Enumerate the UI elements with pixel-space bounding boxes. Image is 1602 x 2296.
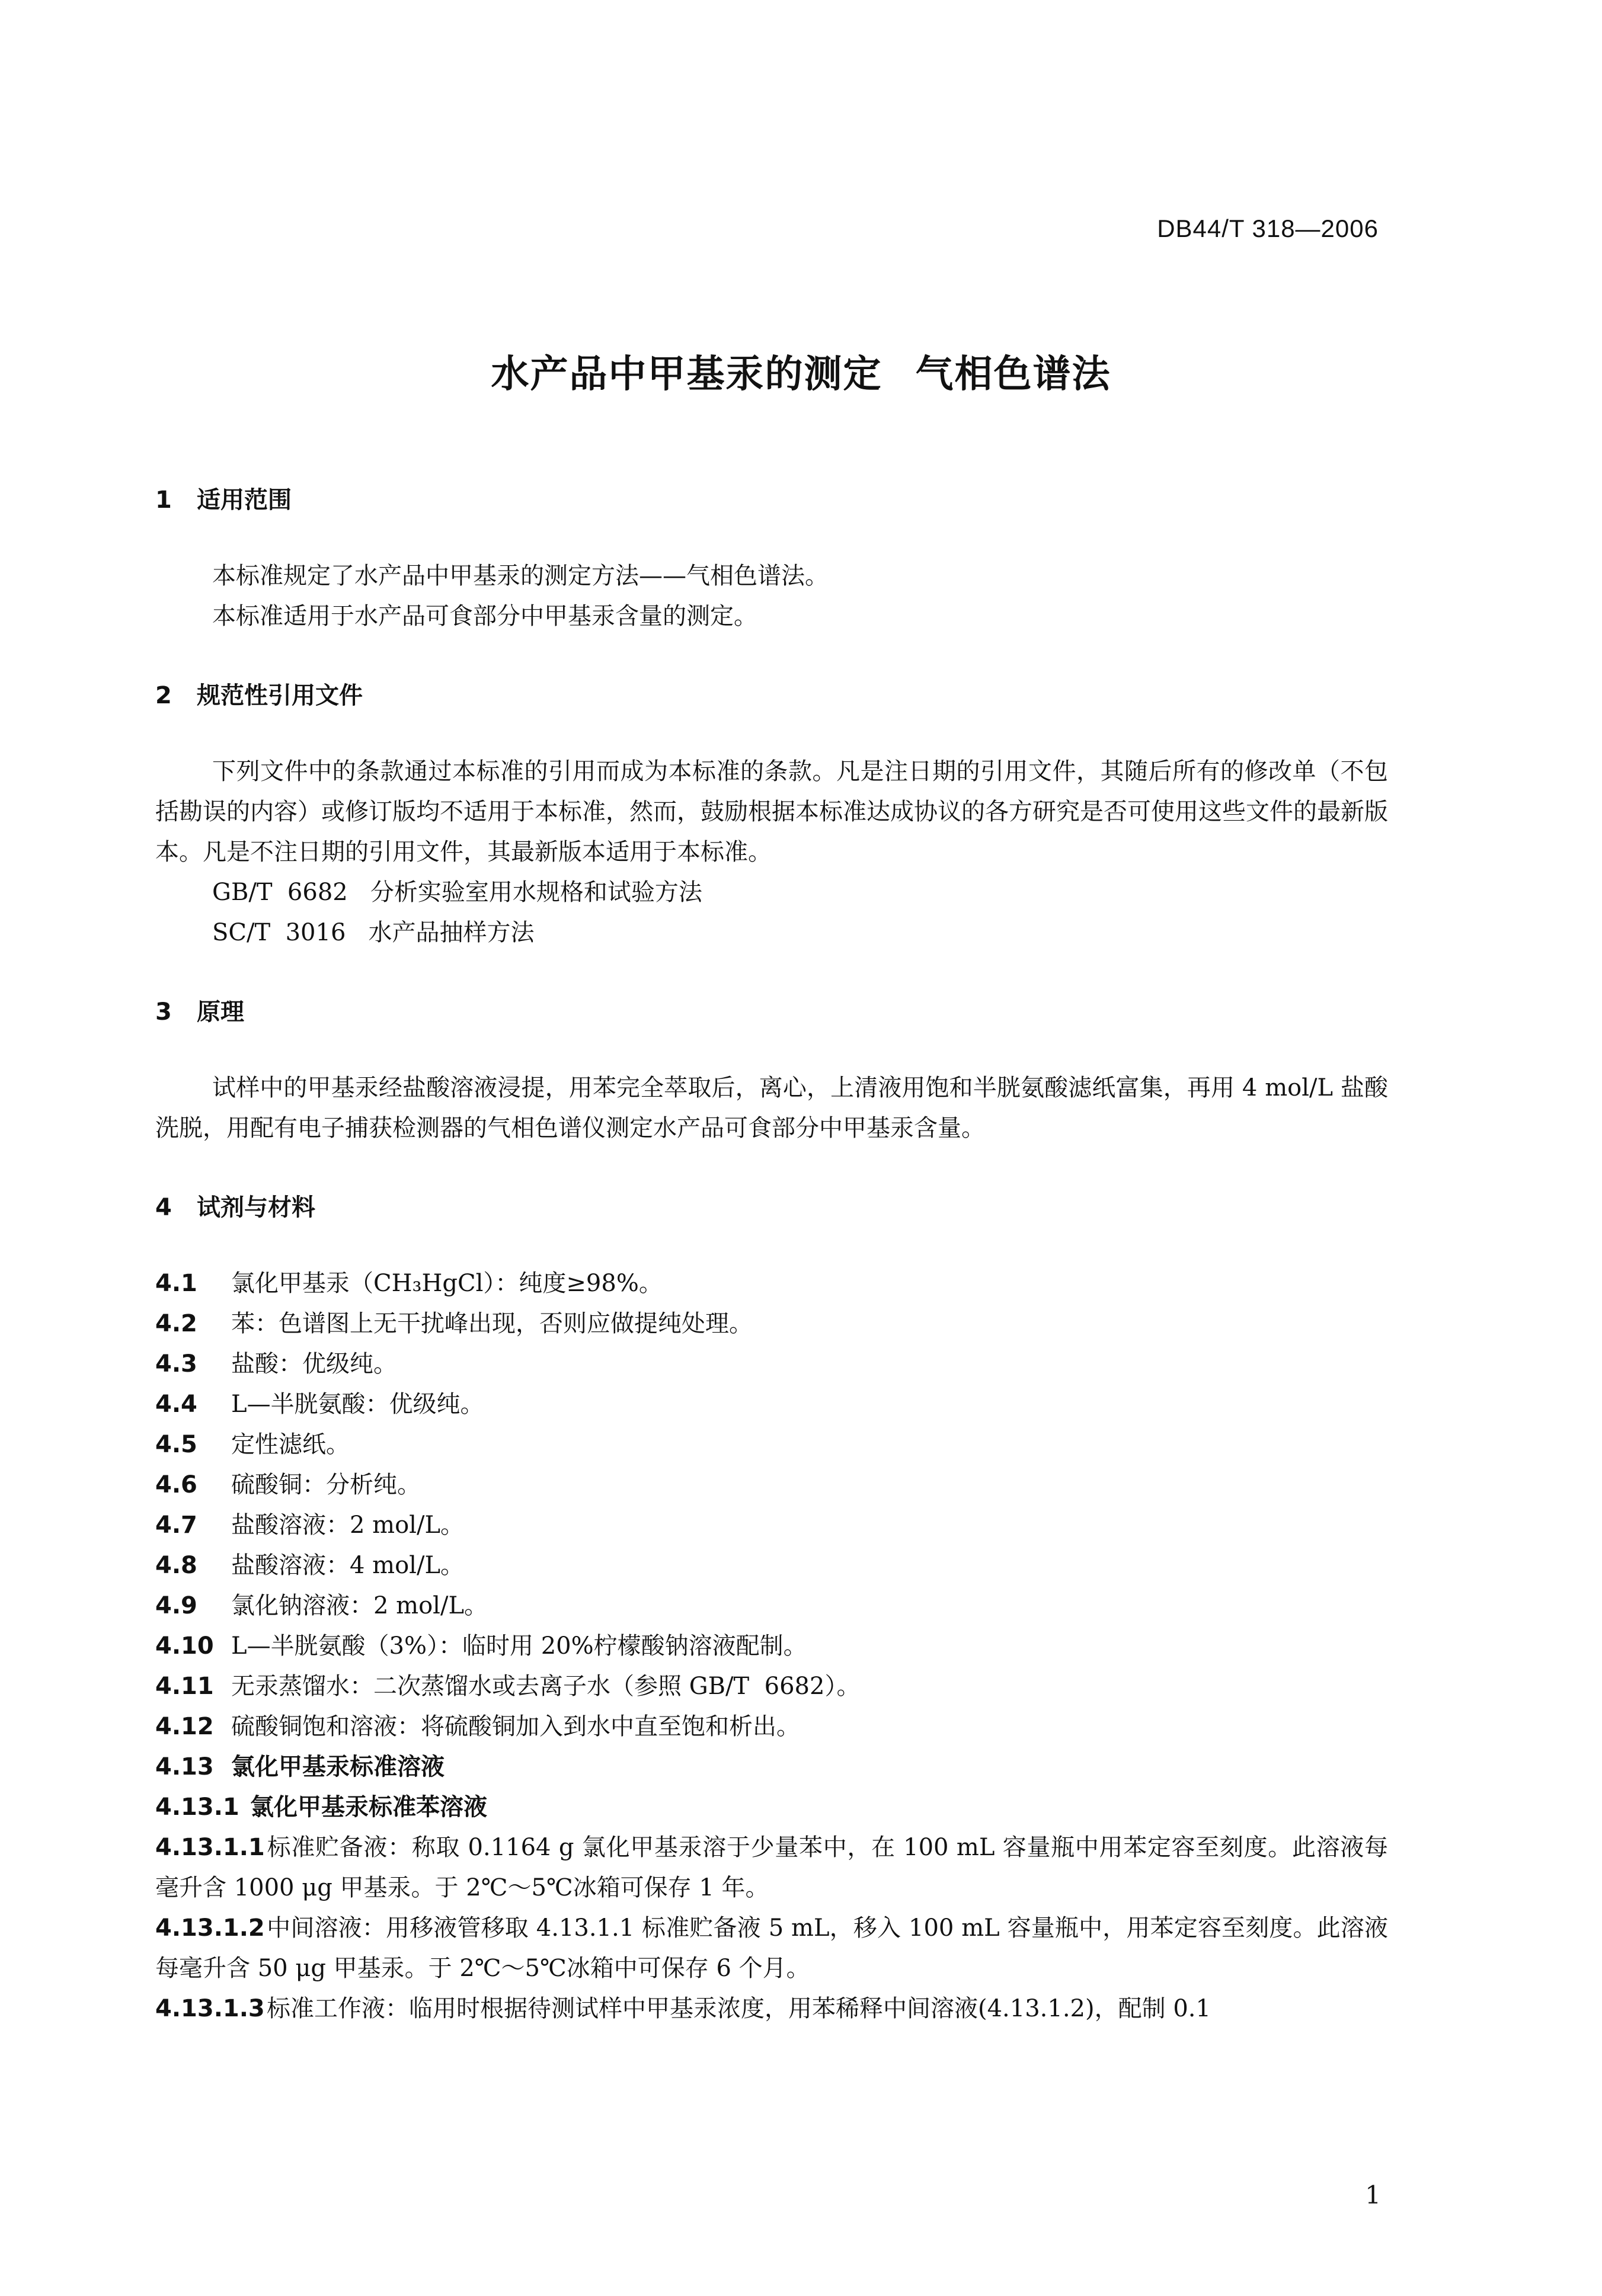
item-text: 氯化甲基汞标准苯溶液 [250, 1794, 487, 1821]
list-item [155, 1988, 1388, 2029]
section-1-heading [155, 480, 1388, 520]
item-number: 4.10 [155, 1632, 214, 1660]
item-number: 4.1 [155, 1270, 197, 1297]
document-title [0, 344, 1602, 398]
section-3-heading [155, 992, 1388, 1032]
item-number: 4.4 [155, 1391, 197, 1418]
document-body [155, 480, 1388, 2029]
item-text: 无汞蒸馏水：二次蒸馏水或去离子水（参照 GB/T 6682）。 [231, 1673, 861, 1700]
item-text: 标准工作液：临用时根据待测试样中甲基汞浓度，用苯稀释中间溶液(4.13.1.2)，配制 0.1 [267, 1995, 1211, 2022]
section-2-heading [155, 675, 1388, 716]
item-text: 硫酸铜饱和溶液：将硫酸铜加入到水中直至饱和析出。 [231, 1713, 800, 1740]
list-item [155, 1545, 1388, 1586]
item-number: 4.11 [155, 1673, 214, 1700]
section-title: 原理 [197, 998, 244, 1026]
list-item [155, 1827, 1388, 1908]
list-item [155, 1706, 1388, 1747]
item-number: 4.5 [155, 1431, 197, 1458]
section-2-para-1: 下列文件中的条款通过本标准的引用而成为本标准的条款。凡是注日期的引用文件，其随后所有的修改单（不包括勘误的内容）或修订版均不适用于本标准，然而，鼓励根据本标准达成协议的各方研究是否可使用这些文件的最新版本。凡是不注日期的引用文件，其最新版本适用于本标准。 [155, 758, 1388, 866]
title-main: 水产品中甲基汞的测定 [491, 353, 882, 396]
item-text: 苯：色谱图上无干扰峰出现，否则应做提纯处理。 [231, 1310, 753, 1337]
item-text: 氯化钠溶液：2 mol/L。 [231, 1592, 488, 1619]
section-title: 适用范围 [197, 486, 292, 514]
list-item [155, 1626, 1388, 1666]
section-number: 1 [155, 486, 172, 514]
reagent-list [155, 1263, 1388, 2029]
list-item [155, 1384, 1388, 1424]
item-number: 4.13.1.1 [155, 1834, 265, 1861]
item-number: 4.3 [155, 1350, 197, 1378]
list-item [155, 1344, 1388, 1384]
item-number: 4.13.1 [155, 1794, 239, 1821]
section-number: 4 [155, 1194, 172, 1221]
item-number: 4.2 [155, 1310, 197, 1337]
item-number: 4.6 [155, 1471, 197, 1498]
list-item [155, 1263, 1388, 1304]
standard-code: DB44/T 318—2006 [1157, 214, 1379, 242]
section-title: 规范性引用文件 [197, 682, 363, 709]
item-number: 4.13.1.2 [155, 1914, 265, 1942]
item-number: 4.13 [155, 1753, 214, 1781]
item-text: 盐酸：优级纯。 [231, 1350, 397, 1378]
item-number: 4.8 [155, 1552, 197, 1579]
section-4-heading [155, 1187, 1388, 1228]
section-1-para-1: 本标准规定了水产品中甲基汞的测定方法——气相色谱法。 [212, 562, 829, 590]
item-text: 氯化甲基汞（CH₃HgCl）：纯度≥98%。 [231, 1270, 663, 1297]
item-number: 4.12 [155, 1713, 214, 1740]
list-item [155, 1465, 1388, 1505]
item-number: 4.7 [155, 1512, 197, 1539]
list-item [155, 1424, 1388, 1465]
item-number: 4.13.1.3 [155, 1995, 265, 2022]
item-text: 硫酸铜：分析纯。 [231, 1471, 421, 1498]
item-text: 盐酸溶液：4 mol/L。 [231, 1552, 465, 1579]
list-item [155, 1586, 1388, 1626]
reference-gb-t-6682: GB/T 6682 分析实验室用水规格和试验方法 [212, 879, 702, 906]
section-3-para-1: 试样中的甲基汞经盐酸溶液浸提，用苯完全萃取后，离心，上清液用饱和半胱氨酸滤纸富集，再用 4 mol/L 盐酸洗脱，用配有电子捕获检测器的气相色谱仪测定水产品可食部分中甲基汞含量。 [155, 1074, 1388, 1142]
reference-sc-t-3016: SC/T 3016 水产品抽样方法 [212, 919, 535, 946]
list-item [155, 1304, 1388, 1344]
item-text: 氯化甲基汞标准溶液 [231, 1753, 445, 1781]
list-item [155, 1505, 1388, 1545]
section-number: 3 [155, 998, 172, 1026]
item-number: 4.9 [155, 1592, 197, 1619]
section-title: 试剂与材料 [197, 1194, 315, 1221]
section-1-para-2: 本标准适用于水产品可食部分中甲基汞含量的测定。 [212, 603, 757, 630]
item-text: 定性滤纸。 [231, 1431, 350, 1458]
page-number: 1 [1365, 2180, 1381, 2209]
section-number: 2 [155, 682, 172, 709]
title-method: 气相色谱法 [915, 353, 1111, 396]
item-text: L—半胱氨酸（3%）：临时用 20%柠檬酸钠溶液配制。 [231, 1632, 807, 1660]
item-text: 中间溶液：用移液管移取 4.13.1.1 标准贮备液 5 mL，移入 100 mL 容量瓶中，用苯定容至刻度。此溶液每毫升含 50 μg 甲基汞。于 2℃～5℃冰箱中可保存 6 个月。 [155, 1914, 1388, 1982]
list-item [155, 1908, 1388, 1988]
item-text: 标准贮备液：称取 0.1164 g 氯化甲基汞溶于少量苯中，在 100 mL 容量瓶中用苯定容至刻度。此溶液每毫升含 1000 μg 甲基汞。于 2℃～5℃冰箱可保存 1 年。 [155, 1834, 1388, 1901]
item-text: 盐酸溶液：2 mol/L。 [231, 1512, 465, 1539]
item-text: L—半胱氨酸：优级纯。 [231, 1391, 484, 1418]
list-item [155, 1666, 1388, 1706]
subsection-4-13-1-heading [155, 1787, 1388, 1827]
subsection-4-13-heading [155, 1747, 1388, 1787]
